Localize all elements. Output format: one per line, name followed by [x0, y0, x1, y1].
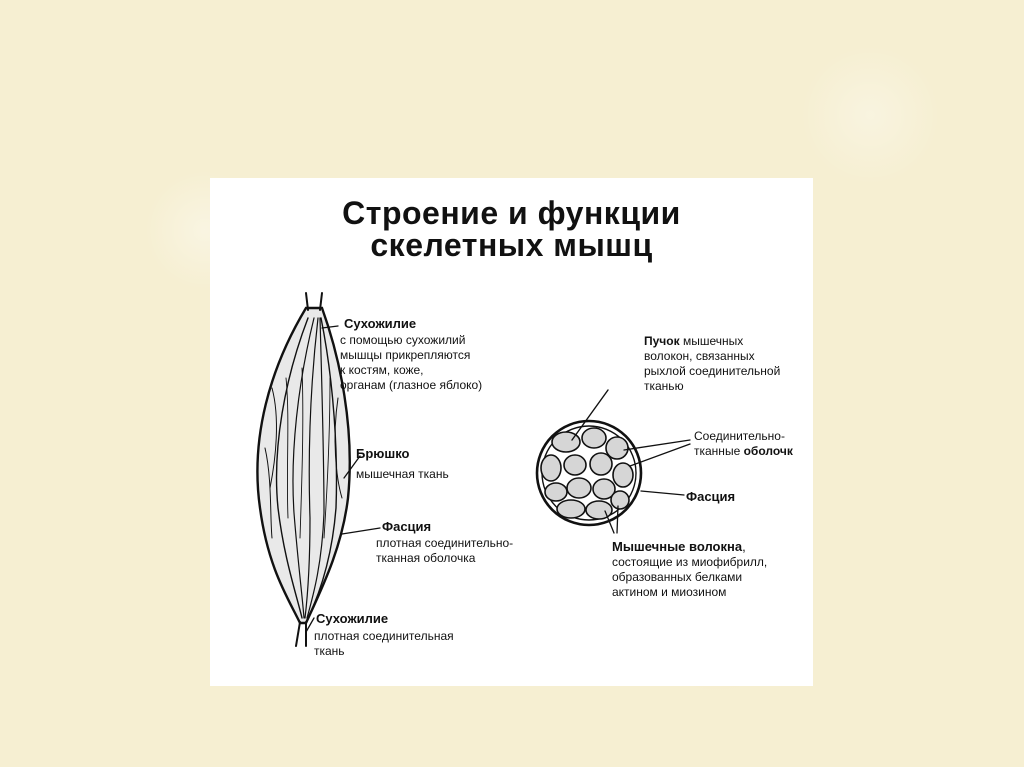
label-sheaths-heading: оболочк [743, 444, 793, 458]
label-belly-text: мышечная ткань [356, 467, 449, 481]
label-fibers-heading-line [612, 539, 746, 554]
label-tendon-top-text: с помощью сухожилий мышцы прикрепляются к костям, коже, органам (глазное яблоко) [340, 333, 483, 392]
pointer-fascia-section [641, 491, 684, 495]
label-fascia-text: плотная соединительно- тканная оболочка [376, 536, 514, 565]
label-bundle-heading: Пучок [644, 334, 680, 348]
label-fibers-comma: , [742, 539, 746, 554]
label-section-fascia-heading: Фасция [686, 489, 736, 504]
label-sheaths-line2 [694, 444, 793, 459]
label-bundle-first: мышечных [679, 334, 744, 348]
label-tendon-bottom-text: плотная соединительная ткань [314, 629, 454, 658]
label-sheaths-text2: тканные [694, 444, 744, 458]
title-line-2: скелетных мышц [370, 227, 653, 263]
label-tendon-top-heading: Сухожилие [344, 316, 417, 331]
label-fibers-heading: Мышечные волокна [612, 539, 743, 554]
label-tendon-bottom-heading: Сухожилие [316, 611, 389, 626]
label-bundle-text: волокон, связанных рыхлой соединительной тканью [644, 349, 781, 393]
label-fibers-text: состоящие из миофибрилл, образованных белками актином и миозином [612, 555, 768, 599]
label-belly-heading: Брюшко [356, 446, 410, 461]
slide-card [210, 178, 813, 686]
muscle-bottom-tendon [296, 622, 306, 646]
label-bundle-line1 [644, 334, 743, 349]
label-sheaths-line1: Соединительно- [694, 429, 785, 443]
cross-section-drawing [537, 390, 690, 533]
title-line-1: Строение и функции [342, 195, 681, 231]
pointer-fascia [342, 528, 380, 534]
label-fascia-heading: Фасция [382, 519, 432, 534]
